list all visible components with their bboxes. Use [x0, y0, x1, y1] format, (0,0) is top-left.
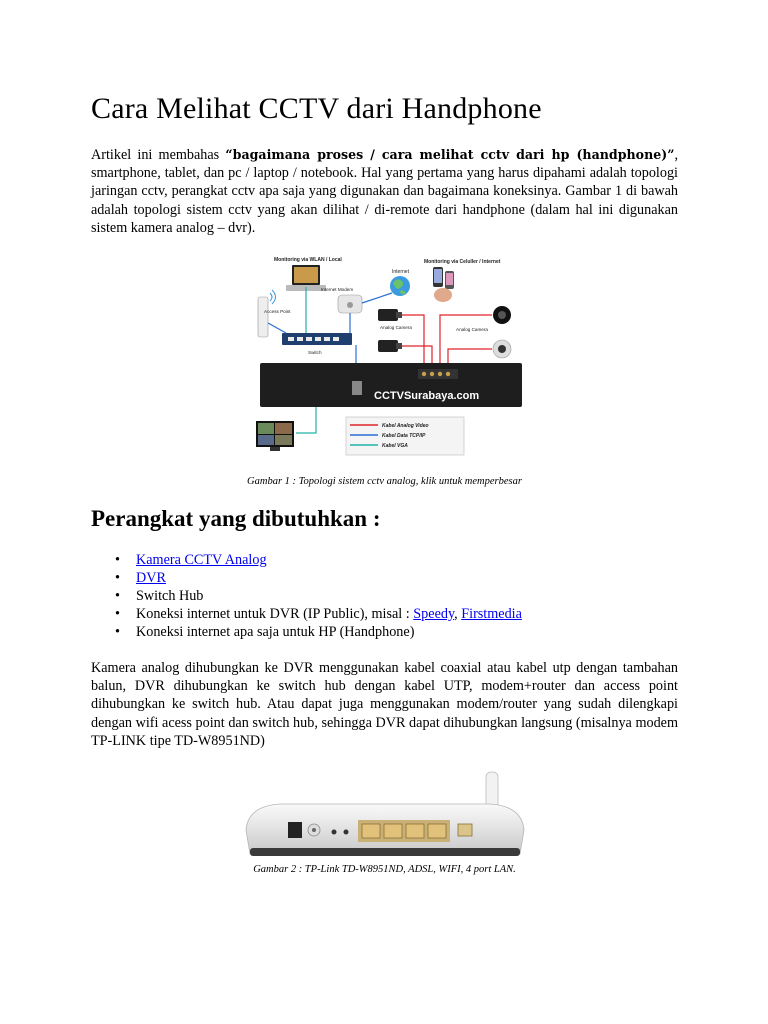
dome-camera-2-icon: [493, 340, 511, 358]
internet-dvr-text: Koneksi internet untuk DVR (IP Public), misal :: [136, 606, 414, 622]
link-separator: ,: [454, 606, 462, 622]
modem-icon: [338, 295, 362, 313]
internet-globe-icon: [390, 276, 410, 296]
modem-label: Internet Modem: [321, 287, 354, 292]
kamera-cctv-analog-link[interactable]: Kamera CCTV Analog: [136, 552, 267, 568]
access-point-label: Access Point: [264, 309, 291, 314]
connection-paragraph: Kamera analog dihubungkan ke DVR menggunakan kabel coaxial atau kabel utp dengan tambahan balun, DVR dihubungkan ke switch hub dengan kabel UTP, modem+router dan access point dihubungkan ke switch hub. Atau dapat juga menggunakan modem/router yang sudah dilengkapi dengan wifi acess point dan switch hub, sehingga DVR dapat dihubungkan langsung (misalnya modem TP-LINK tipe TD-W8951ND): [91, 660, 678, 749]
list-item: [91, 551, 522, 569]
analog-camera-1-label: Analog Camera: [380, 325, 412, 330]
monitoring-wlan-label: Monitoring via WLAN / Local: [274, 257, 342, 263]
cable-legend: [346, 417, 464, 455]
internet-label: Internet: [392, 269, 409, 275]
intro-bold-phrase: “bagaimana proses / cara melihat cctv dari hp (handphone)”: [225, 147, 675, 162]
intro-text-end: , smartphone, tablet, dan pc / laptop / notebook. Hal yang pertama yang harus dipahami adalah topologi jaringan cctv, perangkat cctv apa saja yang digunakan dan bagaimana koneksinya. Gambar 1 di bawah adalah topologi sistem cctv yang akan dilihat / di-remote dari handphone (dalam hal ini digunakan sistem kamera analog – dvr).: [91, 147, 678, 236]
switch-hub-text: Switch Hub: [136, 588, 204, 604]
requirements-list: [91, 551, 522, 641]
intro-text-start: Artikel ini membahas: [91, 147, 226, 163]
brand-watermark: CCTVSurabaya.com: [374, 390, 480, 402]
firstmedia-link[interactable]: Firstmedia: [461, 606, 522, 622]
list-item: [91, 623, 522, 641]
legend-video-label: Kabel Analog Video: [382, 423, 429, 429]
monitor-icon: [256, 421, 294, 451]
intro-paragraph: [91, 146, 678, 237]
network-switch-icon: [282, 333, 352, 345]
legend-vga-label: Kabel VGA: [382, 443, 408, 449]
legend-data-label: Kabel Data TCP/IP: [382, 433, 426, 439]
cctv-topology-figure[interactable]: [256, 253, 528, 473]
dvr-link[interactable]: DVR: [136, 570, 166, 586]
dome-camera-1-icon: [493, 306, 511, 324]
list-item: [91, 569, 522, 587]
figure1-caption: Gambar 1 : Topologi sistem cctv analog, klik untuk memperbesar: [247, 476, 522, 487]
speedy-link[interactable]: Speedy: [413, 606, 455, 622]
internet-hp-text: Koneksi internet apa saja untuk HP (Handphone): [136, 624, 415, 640]
monitoring-cell-label: Monitoring via Celuller / Internet: [424, 259, 501, 265]
list-item: [91, 605, 522, 623]
router-figure: [240, 770, 530, 860]
section-heading: Perangkat yang dibutuhkan :: [91, 506, 381, 531]
page-title: Cara Melihat CCTV dari Handphone: [91, 92, 542, 125]
switch-label: Switch: [308, 350, 322, 355]
figure2-caption: Gambar 2 : TP-Link TD-W8951ND, ADSL, WIFI, 4 port LAN.: [253, 864, 516, 875]
analog-camera-2-label: Analog Camera: [456, 327, 488, 332]
list-item: [91, 587, 522, 605]
